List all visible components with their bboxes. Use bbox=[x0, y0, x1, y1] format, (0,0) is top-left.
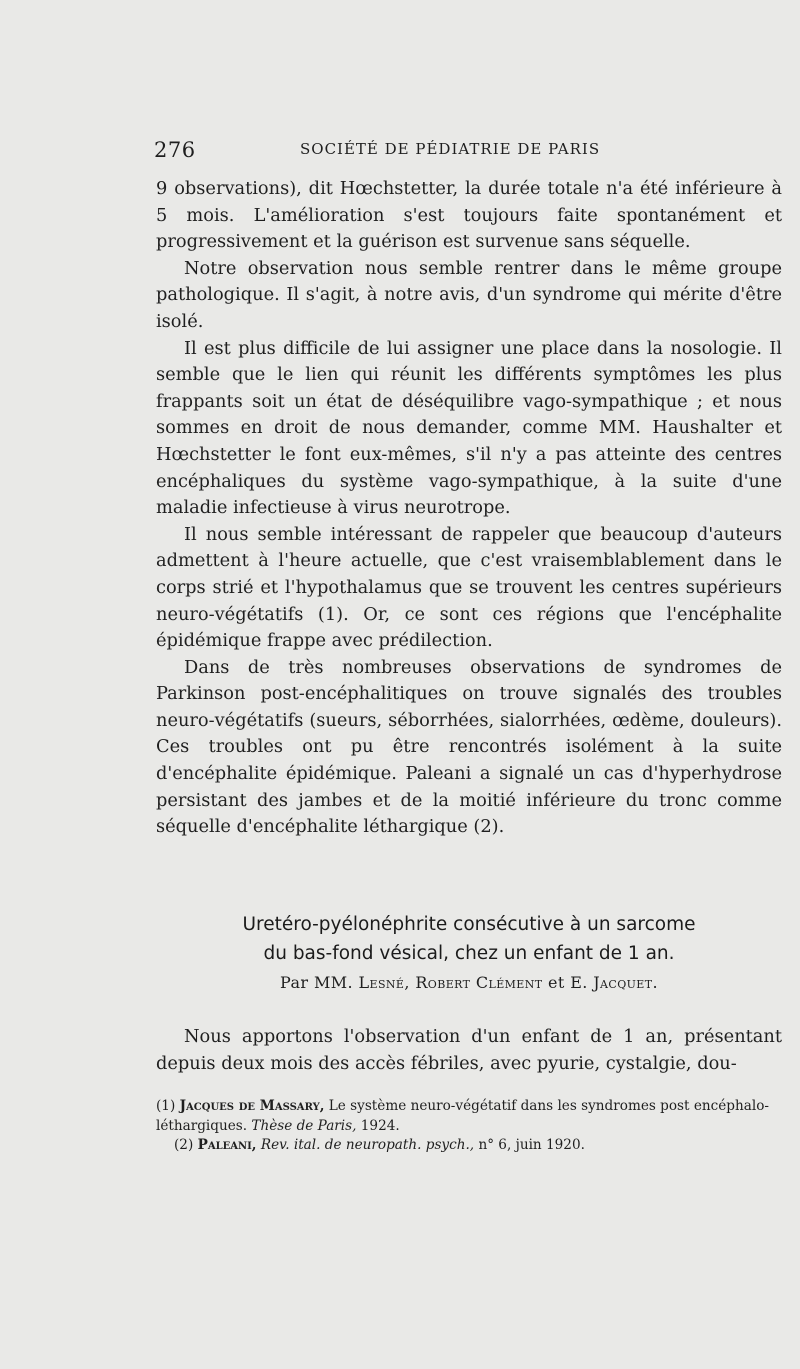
article-authors bbox=[156, 973, 782, 992]
running-head: SOCIÉTÉ DE PÉDIATRIE DE PARIS bbox=[300, 140, 601, 158]
footnote bbox=[156, 1136, 782, 1156]
body-text bbox=[156, 176, 782, 841]
footnotes bbox=[156, 1097, 782, 1156]
article-title-line: Uretéro-pyélonéphrite consécutive à un sarcome bbox=[242, 914, 696, 935]
footnote-source: Thèse de Paris, bbox=[251, 1117, 357, 1134]
paragraph: Dans de très nombreuses observations de syndromes de Parkinson post-encéphalitiques on trouve signalés des troubles neuro-végétatifs (sueurs, séborrhées, sialorrhées, œdème, douleurs). Ces troubles ont pu être rencontrés isolément à la suite d'encéphalite épidémique. Paleani a signalé un cas d'hyperhydrose persistant des jambes et de la moitié inférieure du tronc comme séquelle d'encéphalite léthargique (2). bbox=[156, 656, 782, 838]
footnote-text: Le système neuro-végétatif dans les syndromes post encéphalo-léthargiques. bbox=[156, 1098, 769, 1134]
author-name: E. Jacquet. bbox=[570, 973, 658, 992]
footnote-author: Jacques de Massary, bbox=[179, 1098, 325, 1114]
footnote-year: 1924. bbox=[360, 1117, 400, 1134]
paragraph: 9 observations), dit Hœchstetter, la durée totale n'a été inférieure à 5 mois. L'amélioration s'est toujours faite spontanément et progressivement et la guérison est survenue sans séquelle. bbox=[156, 178, 782, 253]
page-number: 276 bbox=[154, 138, 196, 162]
footnote-mark: (2) bbox=[174, 1137, 194, 1153]
author-name: Robert Clément bbox=[415, 973, 543, 992]
paragraph: Il est plus difficile de lui assigner une place dans la nosologie. Il semble que le lien qui réunit les différents symptômes les plus frappants soit un état de déséquilibre vago-sympathique ; et nous sommes en droit de nous demander, comme MM. Haushalter et Hœchstetter le font eux-mêmes, s'il n'y a pas atteinte des centres encéphaliques du système vago-sympathique, à la suite d'une maladie infectieuse à virus neurotrope. bbox=[156, 337, 782, 519]
authors-and: et bbox=[547, 973, 565, 992]
article-title bbox=[156, 910, 782, 968]
paragraph: Il nous semble intéressant de rappeler que beaucoup d'auteurs admettent à l'heure actuelle, que c'est vraisemblablement dans le corps strié et l'hypothalamus que se trouvent les centres supérieurs neuro-végétatifs (1). Or, ce sont ces régions que l'encéphalite épidémique frappe avec prédilection. bbox=[156, 523, 782, 652]
footnote bbox=[156, 1097, 782, 1136]
paragraph: Notre observation nous semble rentrer dans le même groupe pathologique. Il s'agit, à notre avis, d'un syndrome qui mérite d'être isolé. bbox=[156, 257, 782, 332]
footnote-mark: (1) bbox=[156, 1098, 176, 1114]
author-name: Lesné, bbox=[358, 973, 410, 992]
footnote-text: n° 6, juin 1920. bbox=[478, 1137, 585, 1153]
article-first-paragraph: Nous apportons l'observation d'un enfant de 1 an, présentant depuis deux mois des accès fébriles, avec pyurie, cystalgie, dou- bbox=[156, 1026, 782, 1074]
footnote-author: Paleani, bbox=[197, 1137, 257, 1153]
authors-prefix: Par MM. bbox=[280, 973, 354, 992]
footnote-source: Rev. ital. de neuropath. psych., bbox=[260, 1137, 475, 1153]
article-title-line: du bas-fond vésical, chez un enfant de 1 an. bbox=[263, 943, 675, 964]
